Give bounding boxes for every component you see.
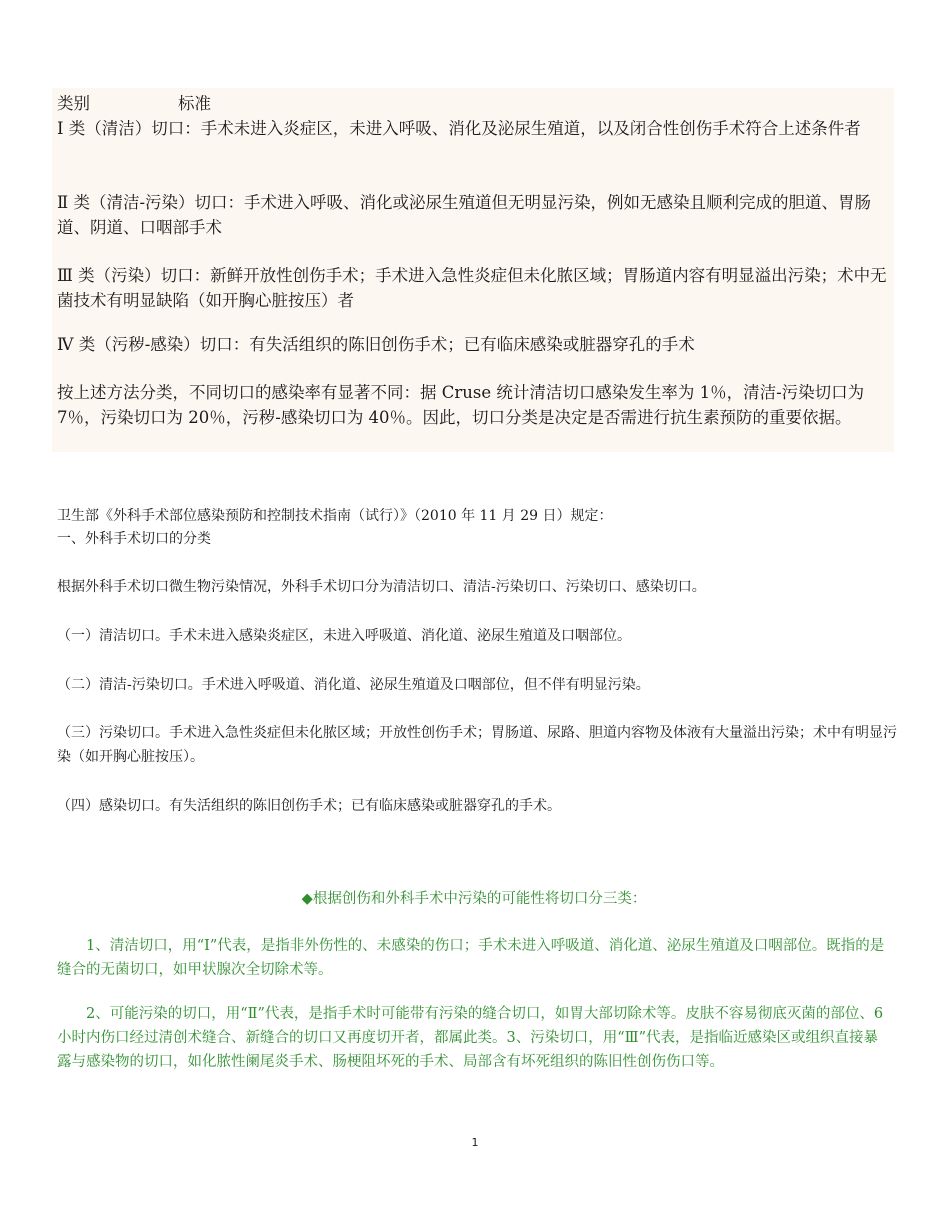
- guideline-item-2: （二）清洁-污染切口。手术进入呼吸道、消化道、泌尿生殖道及口咽部位，但不伴有明显污染。: [57, 677, 650, 693]
- guideline-item-3: （三）污染切口。手术进入急性炎症但未化脓区域；开放性创伤手术；胃肠道、尿路、胆道内容物及体液有大量溢出污染；术中有明显污染（如开胸心脏按压）。: [57, 725, 897, 765]
- three-class-para-2: 2、可能污染的切口，用“Ⅱ”代表，是指手术时可能带有污染的缝合切口，如胃大部切除术等。皮肤不容易彻底灭菌的部位、6 小时内伤口经过清创术缝合、新缝合的切口又再度切开者，都属此类。3、污染切口，用“Ⅲ”代表，是指临近感染区或组织直接暴露与感染物的切口，如化脓性阑尾炎手术、肠梗阻坏死的手术、局部含有坏死组织的陈旧性创伤伤口等。: [57, 1006, 884, 1070]
- three-class-para-1: 1、清洁切口，用“Ⅰ”代表，是指非外伤性的、未感染的伤口；手术未进入呼吸道、消化道、泌尿生殖道及口咽部位。既指的是缝合的无菌切口，如甲状腺次全切除术等。: [57, 938, 885, 978]
- header-category: 类别: [57, 94, 90, 113]
- three-class-title: ◆根据创伤和外科手术中污染的可能性将切口分三类：: [301, 891, 647, 907]
- guideline-heading: 一、外科手术切口的分类: [57, 531, 211, 547]
- guideline-intro: 根据外科手术切口微生物污染情况，外科手术切口分为清洁切口、清洁-污染切口、污染切口、感染切口。: [57, 579, 706, 595]
- class-1-text: Ⅰ 类（清洁）切口：手术未进入炎症区，未进入呼吸、消化及泌尿生殖道，以及闭合性创伤手术符合上述条件者: [57, 119, 861, 138]
- guideline-source: 卫生部《外科手术部位感染预防和控制技术指南（试行）》（2010 年 11 月 29 日）规定：: [57, 508, 613, 524]
- class-3-text: Ⅲ 类（污染）切口：新鲜开放性创伤手术；手术进入急性炎症但未化脓区域；胃肠道内容有明显溢出污染；术中无菌技术有明显缺陷（如开胸心脏按压）者: [57, 266, 887, 310]
- guideline-item-4: （四）感染切口。有失活组织的陈旧创伤手术；已有临床感染或脏器穿孔的手术。: [57, 798, 561, 814]
- class-2-text: Ⅱ 类（清洁-污染）切口：手术进入呼吸、消化或泌尿生殖道但无明显污染，例如无感染且顺利完成的胆道、胃肠道、阴道、口咽部手术: [57, 193, 872, 237]
- header-standard: 标准: [178, 94, 211, 113]
- guideline-item-1: （一）清洁切口。手术未进入感染炎症区，未进入呼吸道、消化道、泌尿生殖道及口咽部位。: [57, 628, 631, 644]
- table-header: [57, 91, 211, 116]
- classification-table-block: [52, 88, 894, 452]
- infection-rate-summary: 按上述方法分类，不同切口的感染率有显著不同：据 Cruse 统计清洁切口感染发生率为 1％，清洁-污染切口为 7％，污染切口为 20％，污秽-感染切口为 40％。因此，切口分类是决定是否需进行抗生素预防的重要依据。: [57, 383, 865, 427]
- class-4-text: Ⅳ 类（污秽-感染）切口：有失活组织的陈旧创伤手术；已有临床感染或脏器穿孔的手术: [57, 335, 695, 354]
- page-number: 1: [471, 1136, 479, 1149]
